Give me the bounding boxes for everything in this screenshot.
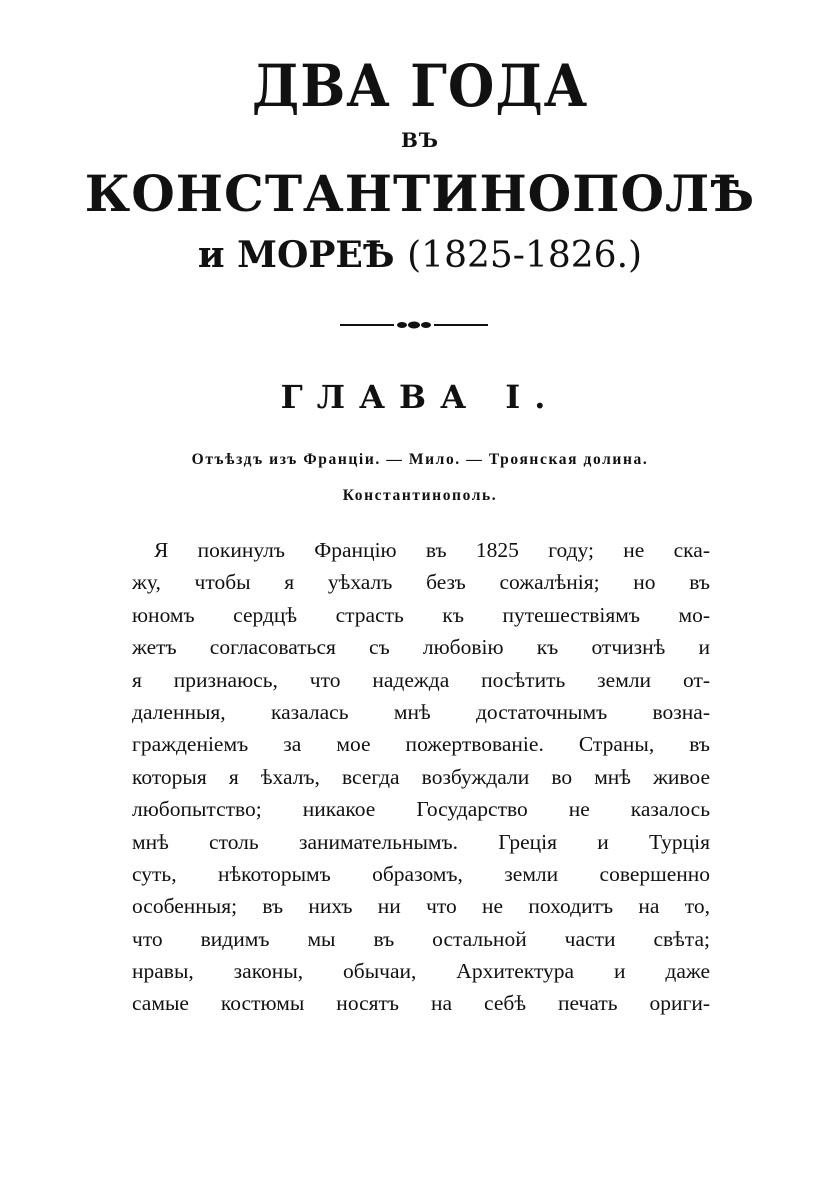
subtitle-text: и МОРЕѢ (197, 234, 395, 276)
body-line: жетъ согласоваться съ любовію къ отчизнѣ и (132, 635, 710, 660)
body-line: что видимъ мы въ остальной части свѣта; (132, 926, 710, 951)
title-subtitle (0, 234, 840, 276)
body-line: жу, чтобы я уѣхалъ безъ сожалѣнія; но въ (132, 570, 710, 595)
body-line: которыя я ѣхалъ, всегда возбуждали во мнѣ живое (132, 764, 710, 789)
title-main: ДВА ГОДА (251, 52, 589, 120)
title-preposition: ВЪ (400, 128, 440, 152)
body-line: я признаюсь, что надежда посѣтить земли от- (132, 667, 710, 692)
body-line: гражденіемъ за мое пожертвованіе. Страны, въ (132, 732, 710, 757)
body-line: юномъ сердцѣ страсть къ путешествіямъ мо- (132, 602, 710, 627)
summary-line: Константинополь. (342, 487, 498, 504)
body-line: нравы, законы, обычаи, Архитектура и даже (132, 959, 710, 984)
ornament-divider-icon (338, 318, 490, 332)
body-line: мнѣ столь занимательнымъ. Греція и Турція (132, 829, 710, 854)
body-line: самые костюмы носятъ на себѣ печать ориги- (132, 991, 710, 1016)
chapter-summary (0, 442, 840, 514)
title-city: КОНСТАНТИНОПОЛѢ (84, 164, 756, 223)
body-line: особенныя; въ нихъ ни что не походитъ на то, (132, 894, 710, 919)
body-line: даленныя, казалась мнѣ достаточнымъ возна- (132, 699, 710, 724)
body-line: суть, нѣкоторымъ образомъ, земли совершенно (132, 861, 710, 886)
summary-line: Отъѣздъ изъ Франціи. — Мило. — Троянская долина. (191, 451, 649, 468)
subtitle-years: (1825-1826.) (407, 235, 643, 276)
body-line: любопытство; никакое Государство не казалось (132, 797, 710, 822)
body-paragraph (132, 534, 710, 1020)
chapter-heading: ГЛАВА I. (280, 378, 560, 416)
body-line: Я покинулъ Францію въ 1825 году; не ска- (154, 538, 710, 562)
